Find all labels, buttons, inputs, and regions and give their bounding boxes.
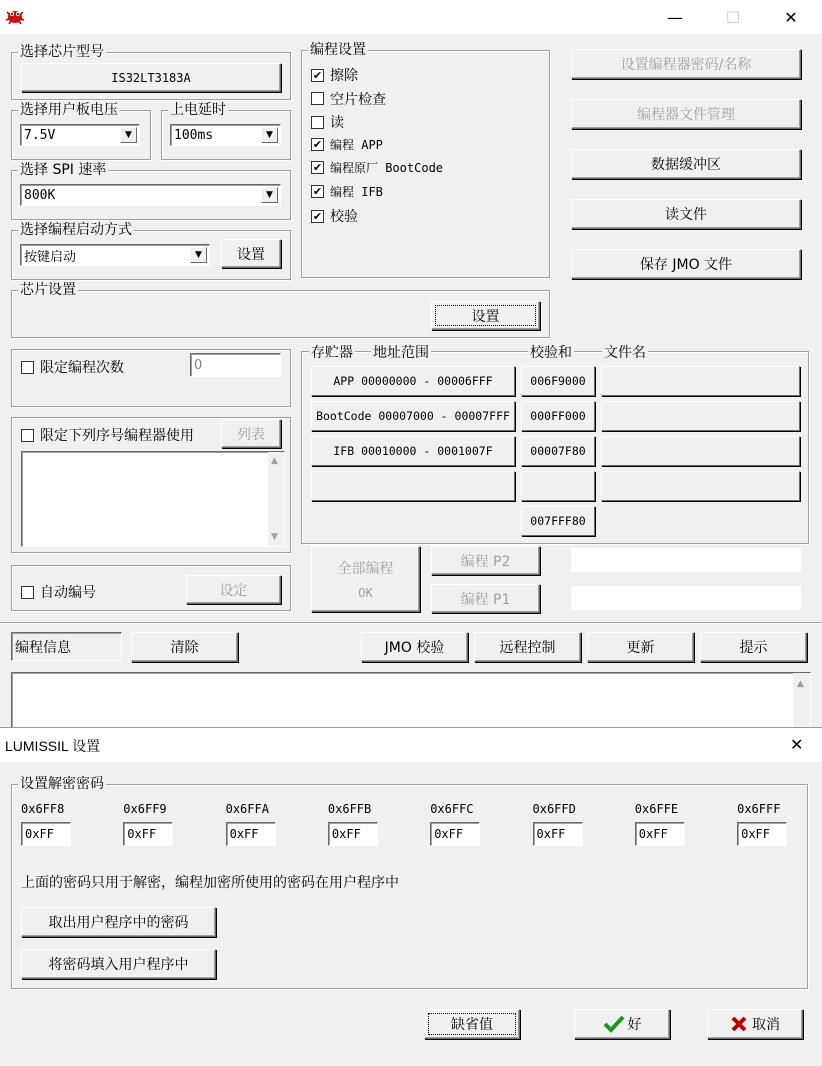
- remote-control-button[interactable]: 远程控制: [474, 632, 581, 662]
- checkbox-box: ✔: [312, 209, 323, 223]
- p1-status-field: [571, 586, 801, 610]
- checkbox-box: [21, 361, 34, 374]
- program-info-label: 编程信息: [11, 632, 122, 661]
- checksum-header: 校验和: [528, 342, 574, 362]
- hint-button[interactable]: 提示: [700, 632, 807, 662]
- limit-serial-label: 限定下列序号编程器使用: [40, 428, 194, 444]
- password-byte-input[interactable]: 0xFF: [635, 822, 685, 846]
- auto-number-checkbox[interactable]: [21, 582, 96, 602]
- chip-model-button[interactable]: IS32LT3183A: [21, 63, 281, 92]
- checkmark-icon: [603, 1015, 625, 1033]
- password-address-label: 0x6FFE: [634, 802, 679, 816]
- memory-range-button[interactable]: IFB 00010000 - 0001007F: [311, 436, 515, 466]
- checkbox-box: [311, 92, 324, 105]
- start-mode-select[interactable]: [20, 244, 210, 266]
- address-range-header: 地址范围: [371, 342, 431, 362]
- password-byte-input[interactable]: 0xFF: [328, 822, 378, 846]
- programmer-file-manage-button[interactable]: 编程器文件管理: [571, 99, 801, 129]
- memory-header: 存贮器: [309, 342, 355, 362]
- cancel-button[interactable]: [707, 1009, 803, 1039]
- save-jmo-file-button[interactable]: 保存 JMO 文件: [571, 249, 801, 279]
- password-byte-input[interactable]: 0xFF: [21, 822, 71, 846]
- data-buffer-button[interactable]: 数据缓冲区: [571, 149, 801, 179]
- auto-number-label: 自动编号: [40, 585, 96, 601]
- dialog-title-bar: [0, 728, 822, 762]
- total-checksum-cell: 007FFF80: [521, 506, 595, 536]
- power-delay-label: 上电延时: [170, 102, 226, 118]
- password-byte-input[interactable]: 0xFF: [226, 822, 276, 846]
- update-button[interactable]: 更新: [587, 632, 694, 662]
- program-info-textarea[interactable]: [11, 672, 811, 732]
- checksum-cell: 006F9000: [521, 366, 595, 396]
- voltage-select[interactable]: [20, 124, 140, 146]
- chevron-down-icon[interactable]: ▼: [190, 247, 207, 263]
- program-option-label: 编程原厂 BootCode: [330, 161, 444, 175]
- password-address-label: 0x6FFD: [532, 802, 576, 816]
- start-mode-set-button[interactable]: 设置: [221, 239, 281, 268]
- dialog-title: LUMISSIL 设置: [5, 738, 101, 754]
- default-value-button[interactable]: 缺省值: [424, 1009, 520, 1039]
- start-mode-label: 选择编程启动方式: [20, 222, 132, 238]
- program-option-checkbox[interactable]: [311, 112, 344, 132]
- filename-header: 文件名: [602, 342, 648, 362]
- scrollbar[interactable]: [268, 452, 284, 546]
- password-byte-input[interactable]: 0xFF: [430, 822, 480, 846]
- program-p2-button[interactable]: 编程 P2: [431, 546, 540, 575]
- program-option-checkbox[interactable]: [311, 183, 383, 200]
- password-byte-input[interactable]: 0xFF: [123, 822, 173, 846]
- limit-count-label: 限定编程次数: [40, 360, 124, 376]
- auto-number-set-button[interactable]: 设定: [186, 575, 281, 604]
- memory-range-button[interactable]: APP 00000000 - 00006FFF: [311, 366, 515, 396]
- password-address-label: 0x6FFA: [225, 802, 269, 816]
- program-option-checkbox[interactable]: [311, 206, 358, 226]
- read-file-button[interactable]: 读文件: [571, 199, 801, 229]
- memory-range-button[interactable]: BootCode 00007000 - 00007FFF: [311, 401, 515, 431]
- scroll-down-icon[interactable]: ▼: [271, 532, 278, 542]
- checkbox-box: [21, 586, 34, 599]
- filename-button[interactable]: [601, 401, 800, 431]
- scrollbar[interactable]: [793, 673, 810, 731]
- power-delay-value: 100ms: [174, 127, 214, 143]
- checkbox-box: ✔: [312, 137, 323, 151]
- maximize-button: ☐: [725, 7, 741, 27]
- checkbox-box: [21, 429, 34, 442]
- chevron-down-icon[interactable]: ▼: [261, 187, 278, 203]
- checkbox-box: [311, 116, 324, 129]
- ok-button[interactable]: [574, 1009, 670, 1039]
- chip-type-label: 选择芯片型号: [20, 44, 104, 60]
- limit-serial-checkbox[interactable]: [21, 425, 194, 445]
- program-option-label: 读: [330, 115, 344, 131]
- set-programmer-password-button[interactable]: 设置编程器密码/名称: [571, 49, 801, 79]
- separator: [0, 622, 822, 624]
- start-mode-value: 按键启动: [24, 249, 77, 265]
- password-address-label: 0x6FF8: [21, 802, 65, 816]
- spi-rate-value: 800K: [24, 187, 56, 203]
- limit-count-input[interactable]: 0: [190, 353, 281, 377]
- program-option-label: 编程 IFB: [330, 184, 383, 199]
- filename-button[interactable]: [601, 366, 800, 396]
- close-button[interactable]: ✕: [784, 7, 798, 27]
- spi-rate-label: 选择 SPI 速率: [20, 162, 107, 178]
- password-byte-input[interactable]: 0xFF: [533, 822, 583, 846]
- voltage-label: 选择用户板电压: [20, 102, 118, 118]
- clear-button[interactable]: 清除: [131, 632, 238, 662]
- cross-icon: [730, 1015, 748, 1033]
- voltage-value: 7.5V: [24, 127, 56, 143]
- program-settings-label: 编程设置: [310, 42, 366, 58]
- checkbox-box: ✔: [312, 184, 323, 198]
- program-option-checkbox[interactable]: [311, 159, 443, 176]
- decrypt-password-label: 设置解密密码: [20, 776, 104, 792]
- limit-count-checkbox[interactable]: [21, 357, 124, 377]
- password-address-label: 0x6FFC: [430, 802, 474, 816]
- power-delay-select[interactable]: [170, 124, 281, 146]
- password-address-label: 0x6FFB: [327, 802, 372, 816]
- scroll-up-icon[interactable]: ▲: [271, 456, 278, 466]
- chevron-down-icon[interactable]: ▼: [261, 127, 278, 143]
- serial-list-button[interactable]: 列表: [221, 419, 281, 448]
- program-option-label: 空片检查: [330, 91, 386, 108]
- checksum-cell: 000FF000: [521, 401, 595, 431]
- chip-settings-label: 芯片设置: [20, 282, 76, 298]
- password-note: 上面的密码只用于解密，编程加密所使用的密码在用户程序中: [21, 875, 399, 891]
- checkbox-box: ✔: [312, 161, 323, 174]
- program-option-label: 编程 APP: [330, 137, 383, 152]
- jmo-verify-button[interactable]: JMO 校验: [361, 632, 468, 662]
- password-address-label: 0x6FF9: [123, 802, 167, 816]
- memory-range-button[interactable]: [311, 471, 515, 501]
- minimize-button[interactable]: —: [667, 7, 683, 27]
- program-all-label: 全部编程: [337, 561, 394, 577]
- program-option-label: 校验: [330, 209, 358, 225]
- filename-button[interactable]: [601, 471, 800, 501]
- fill-password-button[interactable]: 将密码填入用户程序中: [21, 949, 216, 979]
- checksum-cell: 00007F80: [521, 436, 595, 466]
- program-option-label: 擦除: [330, 68, 358, 84]
- p2-status-field: [571, 548, 801, 572]
- app-bug-icon: [4, 6, 26, 26]
- serial-list-textarea[interactable]: [21, 451, 285, 547]
- password-address-label: 0x6FFF: [737, 802, 781, 816]
- scroll-up-icon[interactable]: ▲: [797, 679, 804, 689]
- checksum-cell: [521, 471, 595, 501]
- title-bar: [0, 0, 822, 34]
- ok-label: 好: [627, 1017, 642, 1033]
- close-icon[interactable]: ✕: [790, 735, 804, 754]
- program-all-button[interactable]: [311, 546, 420, 612]
- lumissil-settings-dialog: [0, 727, 822, 1066]
- program-option-checkbox[interactable]: [311, 89, 386, 109]
- chevron-down-icon[interactable]: ▼: [120, 127, 137, 143]
- cancel-label: 取消: [752, 1017, 780, 1033]
- fetch-password-button[interactable]: 取出用户程序中的密码: [21, 907, 216, 937]
- program-status: OK: [358, 586, 373, 600]
- spi-rate-select[interactable]: [20, 184, 281, 206]
- chip-settings-set-button[interactable]: 设置: [431, 301, 540, 330]
- checkbox-box: ✔: [312, 68, 323, 82]
- password-byte-input[interactable]: 0xFF: [737, 822, 787, 846]
- filename-button[interactable]: [601, 436, 800, 466]
- program-option-checkbox[interactable]: [311, 65, 358, 85]
- program-p1-button[interactable]: 编程 P1: [431, 584, 540, 613]
- program-option-checkbox[interactable]: [311, 136, 383, 153]
